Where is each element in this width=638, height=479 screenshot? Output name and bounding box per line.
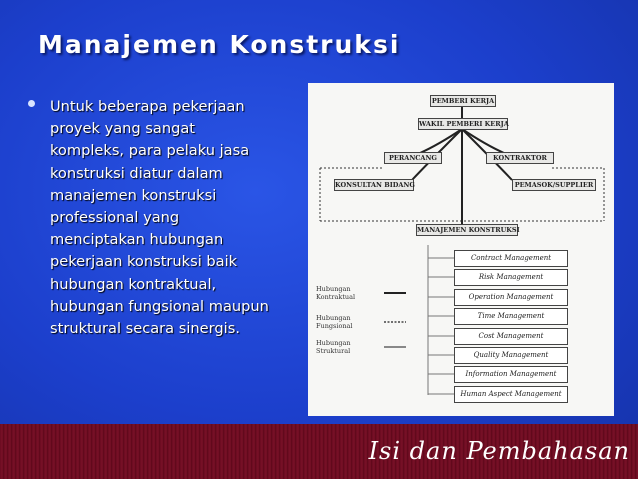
legend-struktural: Hubungan Struktural: [316, 339, 351, 355]
node-human-aspect-management: Human Aspect Management: [454, 386, 568, 403]
bullet-line: manajemen konstruksi: [50, 186, 217, 204]
node-kontraktor: KONTRAKTOR: [486, 152, 554, 164]
bullet-line: kompleks, para pelaku jasa: [50, 142, 250, 160]
node-information-management: Information Management: [454, 366, 568, 383]
legend-fungsional: Hubungan Fungsional: [316, 314, 353, 330]
node-wakil-pemberi-kerja: WAKIL PEMBERI KERJA: [419, 120, 509, 128]
bullet-line: hubungan fungsional maupun: [50, 297, 269, 315]
node-quality-management: Quality Management: [454, 347, 568, 364]
bullet-line: proyek yang sangat: [50, 120, 196, 138]
node-contract-management: Contract Management: [454, 250, 568, 267]
node-pemberi-kerja: PEMBERI KERJA: [431, 97, 495, 105]
footer-caption: Isi dan Pembahasan: [368, 437, 630, 465]
node-manajemen-konstruksi: MANAJEMEN KONSTRUKSI: [417, 226, 520, 234]
node-pemasok-supplier: PEMASOK/SUPPLIER: [512, 179, 596, 191]
node-time-management: Time Management: [454, 308, 568, 325]
node-cost-management: Cost Management: [454, 328, 568, 345]
bullet-line: struktural secara sinergis.: [50, 320, 240, 338]
bullet-line: hubungan kontraktual,: [50, 275, 217, 293]
node-risk-management: Risk Management: [454, 269, 568, 286]
bullet-line: pekerjaan konstruksi baik: [50, 253, 238, 271]
bullet-line: menciptakan hubungan: [50, 231, 224, 249]
node-perancang: PERANCANG: [384, 152, 442, 164]
node-konsultan-bidang: KONSULTAN BIDANG: [335, 181, 415, 189]
bullet-line: konstruksi diatur dalam: [50, 164, 223, 182]
slide-title: Manajemen Konstruksi: [38, 30, 401, 59]
bullet-dot-icon: [28, 100, 35, 107]
bullet-line: Untuk beberapa pekerjaan: [50, 98, 245, 115]
legend-kontraktual: Hubungan Kontraktual: [316, 285, 356, 301]
node-operation-management: Operation Management: [454, 289, 568, 306]
bullet-line: professional yang: [50, 209, 180, 227]
bullet-text: [50, 96, 318, 340]
org-diagram: [308, 83, 614, 416]
